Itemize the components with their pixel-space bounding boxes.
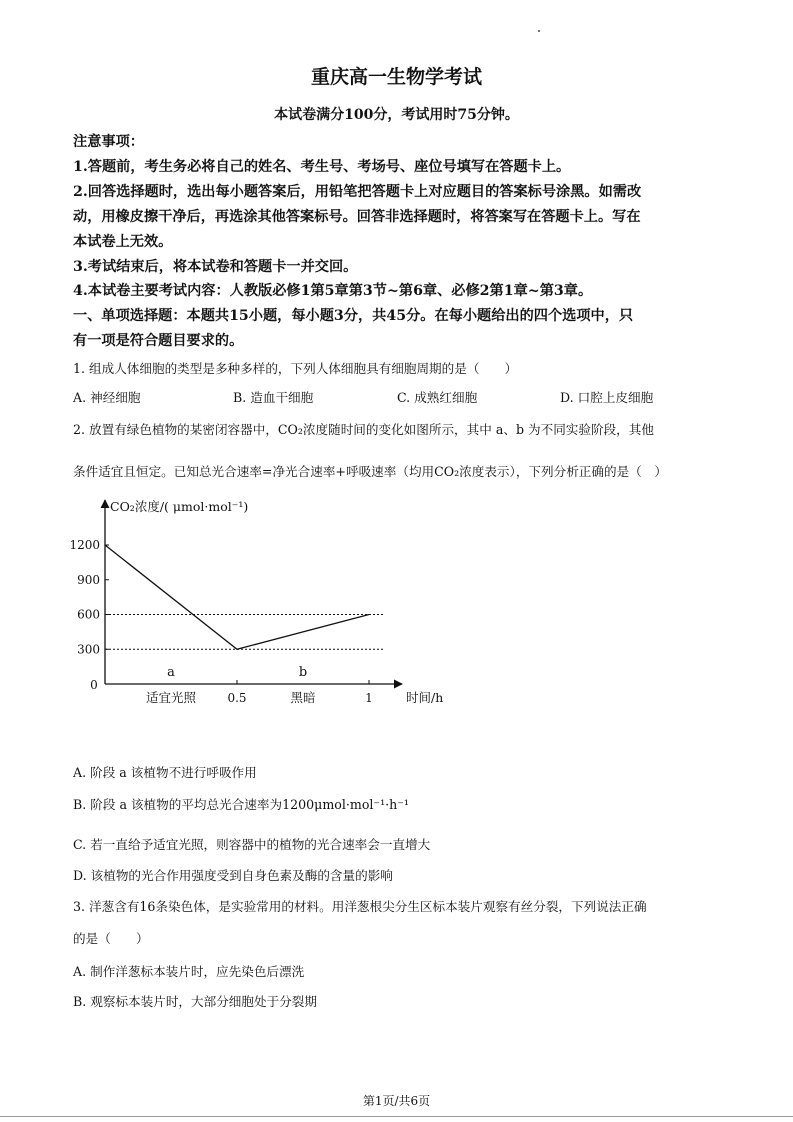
q1-option-c: C. 成熟红细胞 [397, 390, 478, 405]
phase-caption: 适宜光照 [145, 690, 197, 705]
q3-stem-line1: 3. 洋葱含有16条染色体，是实验常用的材料。用洋葱根尖分生区标本装片观察有丝分裂，下列说法正确 [73, 899, 647, 914]
exam-title: 重庆高一生物学考试 [310, 66, 482, 88]
bottom-rule [0, 1116, 793, 1117]
section-heading: 有一项是符合题目要求的。 [73, 333, 244, 349]
q1-stem: 1. 组成人体细胞的类型是多种多样的，下列人体细胞具有细胞周期的是（ ） [73, 361, 518, 376]
y-tick-label: 300 [77, 642, 100, 657]
q2-option-b: B. 阶段 a 该植物的平均总光合速率为1200μmol·mol⁻¹·h⁻¹ [73, 797, 409, 812]
exam-subtitle: 本试卷满分100分，考试用时75分钟。 [274, 107, 519, 123]
notice-line: 4.本试卷主要考试内容：人教版必修1第5章第3节~第6章、必修2第1章~第3章。 [73, 283, 593, 299]
notice-heading: 注意事项： [73, 134, 144, 150]
q2-option-a: A. 阶段 a 该植物不进行呼吸作用 [73, 765, 257, 780]
co2-series-line [105, 545, 369, 649]
x-tick-label: 0.5 [227, 691, 247, 705]
notice-line: 2.回答选择题时，选出每小题答案后，用铅笔把答题卡上对应题目的答案标号涂黑。如需改 [73, 184, 642, 200]
co2-chart [0, 495, 793, 735]
notice-line: 3.考试结束后，将本试卷和答题卡一并交回。 [73, 259, 358, 275]
q2-option-d: D. 该植物的光合作用强度受到自身色素及酶的含量的影响 [73, 868, 393, 883]
y-axis-label: CO₂浓度/( μmol·mol⁻¹) [110, 499, 249, 514]
q3-stem-line2: 的是（ ） [73, 931, 149, 946]
y-tick-label: 900 [77, 572, 100, 587]
section-heading: 一、单项选择题：本题共15小题，每小题3分，共45分。在每小题给出的四个选项中，只 [73, 308, 634, 324]
x-tick-label: 1 [365, 691, 373, 705]
y-tick-label: 600 [77, 607, 100, 622]
q1-option-a: A. 神经细胞 [73, 390, 141, 405]
x-axis-label: 时间/h [406, 690, 444, 705]
q1-option-d: D. 口腔上皮细胞 [560, 390, 654, 405]
page-footer: 第1页/共6页 [362, 1094, 431, 1108]
q3-option-b: B. 观察标本装片时，大部分细胞处于分裂期 [73, 994, 317, 1009]
notice-line: 本试卷上无效。 [73, 234, 173, 250]
origin-label: 0 [90, 678, 98, 692]
q2-stem-line2: 条件适宜且恒定。已知总光合速率=净光合速率+呼吸速率（均用CO₂浓度表示），下列分析正确的是（ ） [73, 464, 667, 479]
q3-option-a: A. 制作洋葱标本装片时，应先染色后漂洗 [73, 964, 305, 979]
phase-letter: b [298, 665, 308, 680]
notice-line: 动，用橡皮擦干净后，再选涂其他答案标号。回答非选择题时，将答案写在答题卡上。写在 [73, 209, 641, 225]
notice-line: 1.答题前，考生务必将自己的姓名、考生号、考场号、座位号填写在答题卡上。 [73, 159, 571, 175]
phase-caption: 黑暗 [290, 690, 316, 705]
q2-stem-line1: 2. 放置有绿色植物的某密闭容器中，CO₂浓度随时间的变化如图所示，其中 a、b 为不同实验阶段，其他 [73, 422, 654, 437]
phase-letter: a [167, 665, 175, 680]
q2-option-c: C. 若一直给予适宜光照，则容器中的植物的光合速率会一直增大 [73, 837, 431, 852]
scan-dot [538, 30, 540, 32]
q1-option-b: B. 造血干细胞 [233, 390, 314, 405]
y-tick-label: 1200 [69, 538, 100, 552]
